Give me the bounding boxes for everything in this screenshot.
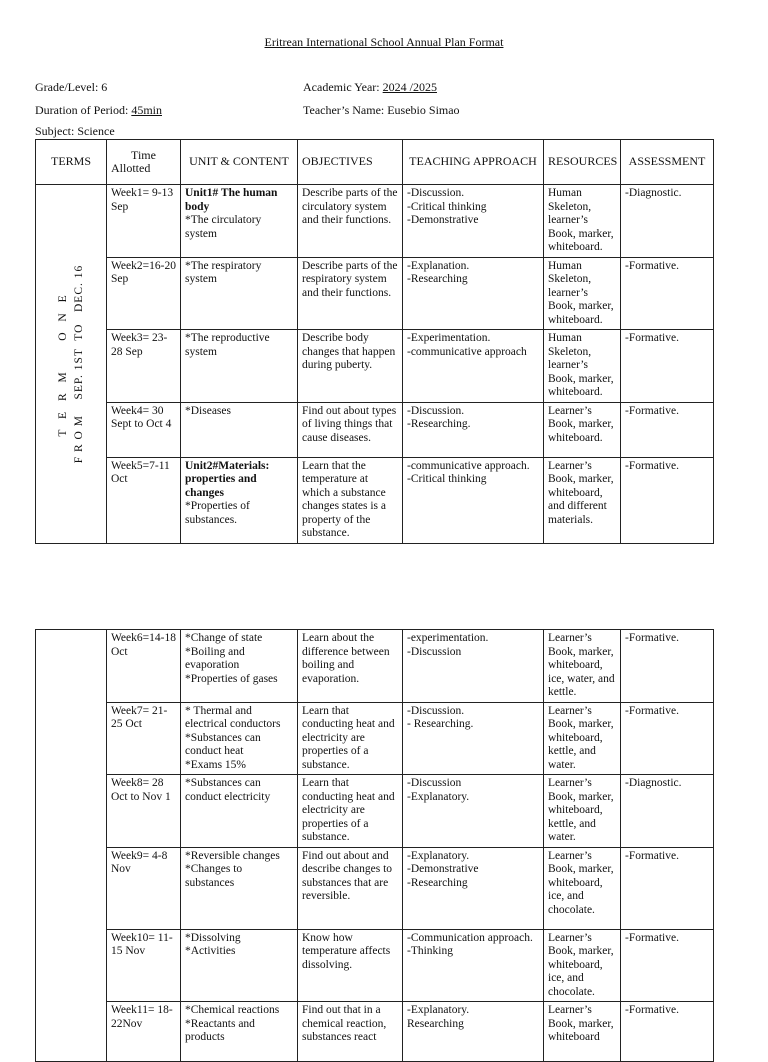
unit-content-cell xyxy=(181,457,298,543)
term-cell xyxy=(36,185,107,544)
objective-cell: Learn that the temperature at which a substance changes states is a property of the substance. xyxy=(298,457,403,543)
assessment-cell: -Formative. xyxy=(621,1002,714,1062)
objective-cell: Describe parts of the respiratory system and their functions. xyxy=(298,257,403,330)
academic-year-value: 2024 /2025 xyxy=(382,80,437,94)
approach-cell: -Communication approach. -Thinking xyxy=(403,929,544,1002)
objective-cell: Find out about and describe changes to substances that are reversible. xyxy=(298,847,403,929)
objective-cell: Know how temperature affects dissolving. xyxy=(298,929,403,1002)
week-cell: Week7= 21-25 Oct xyxy=(107,702,181,775)
unit-heading: Unit2#Materials: properties and changes xyxy=(185,459,270,499)
approach-cell: -Discussion -Explanatory. xyxy=(403,775,544,848)
table-row xyxy=(36,929,714,1002)
unit-topic: *Properties of substances. xyxy=(185,500,250,526)
unit-content-cell: *Chemical reactions *Reactants and products xyxy=(181,1002,298,1062)
approach-cell: -experimentation. -Discussion xyxy=(403,630,544,703)
objective-cell: Describe body changes that happen during puberty. xyxy=(298,330,403,403)
academic-year xyxy=(303,80,437,95)
table-row xyxy=(36,1002,714,1062)
col-unit-content: UNIT & CONTENT xyxy=(181,140,298,185)
table-row xyxy=(36,847,714,929)
col-time-line2: Allotted xyxy=(111,161,151,175)
unit-topic: *Diseases xyxy=(185,404,231,417)
plan-table-1 xyxy=(35,139,714,544)
col-assessment: ASSESSMENT xyxy=(621,140,714,185)
unit-content-cell xyxy=(181,257,298,330)
assessment-cell: -Formative. xyxy=(621,330,714,403)
col-teaching-approach: TEACHING APPROACH xyxy=(403,140,544,185)
unit-heading: Unit1# The human body xyxy=(185,187,278,213)
table-row xyxy=(36,775,714,848)
assessment-cell: -Formative. xyxy=(621,929,714,1002)
col-objectives: OBJECTIVES xyxy=(298,140,403,185)
unit-content-cell: *Dissolving *Activities xyxy=(181,929,298,1002)
assessment-cell: -Formative. xyxy=(621,402,714,457)
week-cell: Week4= 30 Sept to Oct 4 xyxy=(107,402,181,457)
col-resources: RESOURCES xyxy=(544,140,621,185)
unit-content-cell xyxy=(181,330,298,403)
assessment-cell: -Diagnostic. xyxy=(621,185,714,258)
unit-content-cell: *Substances can conduct electricity xyxy=(181,775,298,848)
assessment-cell: -Diagnostic. xyxy=(621,775,714,848)
approach-cell: -Explanation. -Researching xyxy=(403,257,544,330)
unit-topic: *The respiratory system xyxy=(185,259,262,285)
week-cell: Week2=16-20 Sep xyxy=(107,257,181,330)
table-row xyxy=(36,702,714,775)
objective-cell: Learn about the difference between boiling and evaporation. xyxy=(298,630,403,703)
resources-cell: Human Skeleton, learner’s Book, marker, whiteboard. xyxy=(544,257,621,330)
resources-cell: Human Skeleton, learner’s Book, marker, whiteboard. xyxy=(544,185,621,258)
objective-cell: Find out that in a chemical reaction, substances react xyxy=(298,1002,403,1062)
term-line1: T E R M O N E xyxy=(57,291,69,437)
table-row xyxy=(36,402,714,457)
week-cell: Week1= 9-13 Sep xyxy=(107,185,181,258)
objective-cell: Describe parts of the circulatory system and their functions. xyxy=(298,185,403,258)
table-row xyxy=(36,457,714,543)
week-cell: Week5=7-11 Oct xyxy=(107,457,181,543)
resources-cell: Learner’s Book, marker, whiteboard, ice, water, and kettle. xyxy=(544,630,621,703)
term-cell-empty xyxy=(36,630,107,1062)
week-cell: Week3= 23-28 Sep xyxy=(107,330,181,403)
objective-cell: Learn that conducting heat and electricity are properties of a substance. xyxy=(298,702,403,775)
approach-cell: -Discussion. -Researching. xyxy=(403,402,544,457)
subject: Subject: Science xyxy=(35,124,115,138)
objective-cell: Find out about types of living things that cause diseases. xyxy=(298,402,403,457)
unit-content-cell: *Change of state *Boiling and evaporation *Properties of gases xyxy=(181,630,298,703)
table-row xyxy=(36,630,714,703)
week-cell: Week6=14-18 Oct xyxy=(107,630,181,703)
approach-cell: -Discussion. -Critical thinking -Demonstrative xyxy=(403,185,544,258)
week-cell: Week10= 11-15 Nov xyxy=(107,929,181,1002)
assessment-cell: -Formative. xyxy=(621,457,714,543)
unit-content-cell xyxy=(181,402,298,457)
resources-cell: Human Skeleton, learner’s Book, marker, whiteboard. xyxy=(544,330,621,403)
assessment-cell: -Formative. xyxy=(621,702,714,775)
week-cell: Week9= 4-8 Nov xyxy=(107,847,181,929)
duration-value: 45min xyxy=(131,103,162,117)
resources-cell: Learner’s Book, marker, whiteboard. xyxy=(544,402,621,457)
duration-label: Duration of Period: xyxy=(35,103,129,117)
approach-cell: -Experimentation. -communicative approach xyxy=(403,330,544,403)
unit-topic: *The circulatory system xyxy=(185,214,262,240)
unit-content-cell: *Reversible changes *Changes to substances xyxy=(181,847,298,929)
resources-cell: Learner’s Book, marker, whiteboard, kettle, and water. xyxy=(544,775,621,848)
unit-content-cell xyxy=(181,185,298,258)
week-cell: Week11= 18-22Nov xyxy=(107,1002,181,1062)
header-row xyxy=(36,140,714,185)
approach-cell: -communicative approach. -Critical thinking xyxy=(403,457,544,543)
grade-level: Grade/Level: 6 xyxy=(35,80,108,94)
assessment-cell: -Formative. xyxy=(621,257,714,330)
col-terms: TERMS xyxy=(36,140,107,185)
resources-cell: Learner’s Book, marker, whiteboard, ice, and chocolate. xyxy=(544,847,621,929)
approach-cell: -Explanatory. -Demonstrative -Researching xyxy=(403,847,544,929)
assessment-cell: -Formative. xyxy=(621,630,714,703)
term-line2: F R O M SEP. 1ST TO DEC. 16 xyxy=(73,264,85,464)
teacher-name: Teacher’s Name: Eusebio Simao xyxy=(303,103,460,117)
academic-year-label: Academic Year: xyxy=(303,80,380,94)
unit-content-cell: * Thermal and electrical conductors *Substances can conduct heat *Exams 15% xyxy=(181,702,298,775)
duration xyxy=(35,103,162,118)
plan-table-2 xyxy=(35,629,714,1062)
table-row xyxy=(36,330,714,403)
col-time-line1: Time xyxy=(131,148,156,162)
resources-cell: Learner’s Book, marker, whiteboard, ice, and chocolate. xyxy=(544,929,621,1002)
document-title: Eritrean International School Annual Plan Format xyxy=(264,35,504,49)
table-row xyxy=(36,257,714,330)
term-label xyxy=(55,264,87,463)
approach-cell: -Explanatory. Researching xyxy=(403,1002,544,1062)
resources-cell: Learner’s Book, marker, whiteboard, and different materials. xyxy=(544,457,621,543)
unit-topic: *The reproductive system xyxy=(185,332,270,358)
week-cell: Week8= 28 Oct to Nov 1 xyxy=(107,775,181,848)
resources-cell: Learner’s Book, marker, whiteboard xyxy=(544,1002,621,1062)
col-time-allotted xyxy=(107,140,181,185)
objective-cell: Learn that conducting heat and electricity are properties of a substance. xyxy=(298,775,403,848)
resources-cell: Learner’s Book, marker, whiteboard, kettle, and water. xyxy=(544,702,621,775)
table-row xyxy=(36,185,714,258)
approach-cell: -Discussion. - Researching. xyxy=(403,702,544,775)
assessment-cell: -Formative. xyxy=(621,847,714,929)
